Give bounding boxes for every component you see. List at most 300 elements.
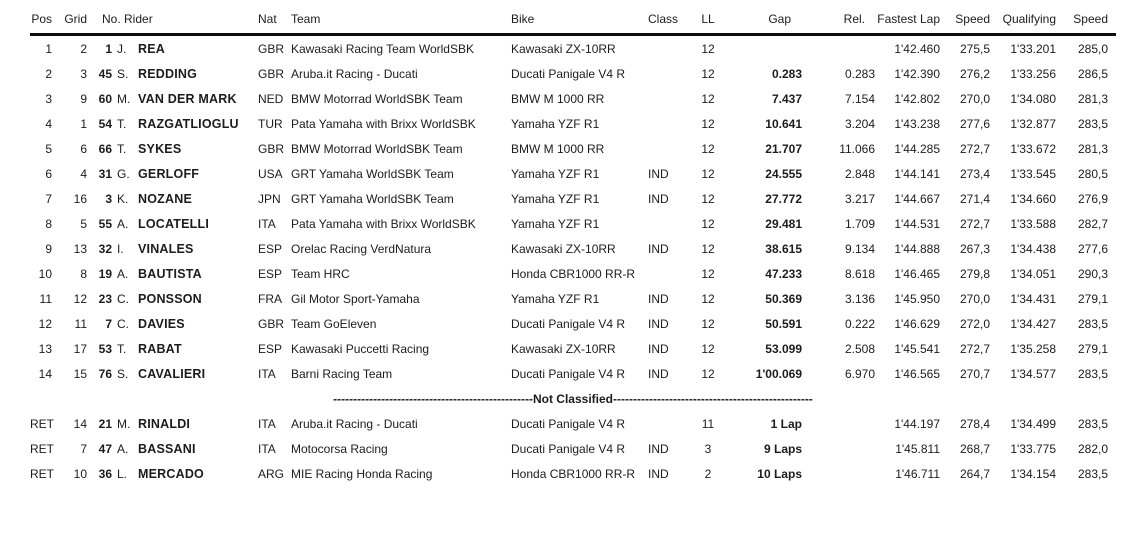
cell-rider-number: 45	[98, 66, 112, 81]
col-header-gap: Gap	[768, 12, 791, 26]
not-classified-rows	[30, 411, 1116, 486]
cell-team: MIE Racing Honda Racing	[291, 466, 433, 481]
rider-initial: L.	[117, 466, 128, 481]
cell-fastest-lap-speed: 268,7	[959, 441, 990, 456]
cell-gap: 7.437	[771, 91, 802, 106]
cell-grid: 10	[73, 466, 87, 481]
cell-relative-gap	[805, 35, 877, 62]
cell-relative-gap: 0.283	[844, 66, 875, 81]
rider-surname: NOZANE	[138, 191, 192, 206]
cell-nationality: TUR	[258, 116, 283, 131]
cell-nationality: ESP	[258, 341, 283, 356]
cell-rider-number: 23	[98, 291, 112, 306]
cell-rider-name	[117, 236, 258, 261]
cell-qualifying-speed: 283,5	[1077, 316, 1108, 331]
cell-team: Team HRC	[291, 266, 350, 281]
cell-bike: Ducati Panigale V4 R	[511, 416, 626, 431]
cell-class: IND	[648, 466, 669, 481]
cell-qualifying-time: 1'33.775	[1010, 441, 1056, 456]
cell-pos: 4	[45, 116, 52, 131]
rider-surname: GERLOFF	[138, 166, 200, 181]
table-row	[30, 361, 1116, 386]
cell-rider-name	[117, 35, 258, 62]
cell-bike: Honda CBR1000 RR-R	[511, 266, 636, 281]
cell-class: IND	[648, 316, 669, 331]
cell-qualifying-speed: 283,5	[1077, 116, 1108, 131]
cell-rider-name	[117, 361, 258, 386]
rider-surname: REDDING	[138, 66, 198, 81]
cell-gap: 29.481	[765, 216, 802, 231]
cell-rider-number: 3	[105, 191, 112, 206]
cell-pos: RET	[30, 441, 54, 456]
col-header-nat: Nat	[258, 12, 277, 26]
rider-surname: DAVIES	[138, 316, 185, 331]
cell-qualifying-time: 1'33.672	[1010, 141, 1056, 156]
col-header-no-rider: No. Rider	[102, 12, 153, 26]
rider-surname: VINALES	[138, 241, 194, 256]
cell-pos: 7	[45, 191, 52, 206]
cell-grid: 17	[73, 341, 87, 356]
cell-class	[648, 35, 697, 62]
cell-qualifying-speed: 279,1	[1077, 291, 1108, 306]
cell-nationality: ITA	[258, 416, 276, 431]
cell-gap: 1 Lap	[770, 416, 802, 431]
cell-fastest-lap-speed: 270,0	[959, 91, 990, 106]
cell-relative-gap: 3.217	[844, 191, 875, 206]
cell-nationality: ITA	[258, 441, 276, 456]
cell-fastest-lap: 1'46.629	[894, 316, 940, 331]
cell-qualifying-time: 1'33.256	[1010, 66, 1056, 81]
cell-rider-number: 19	[98, 266, 112, 281]
cell-class	[648, 136, 697, 161]
cell-gap: 21.707	[765, 141, 802, 156]
cell-bike: Yamaha YZF R1	[511, 216, 600, 231]
cell-rider-number: 53	[98, 341, 112, 356]
table-row	[30, 111, 1116, 136]
cell-rider-name	[117, 436, 258, 461]
cell-grid: 9	[80, 91, 87, 106]
results-table	[30, 8, 1116, 486]
cell-rider-number: 60	[98, 91, 112, 106]
cell-laps-led: 12	[701, 91, 715, 106]
cell-team: Aruba.it Racing - Ducati	[291, 416, 418, 431]
cell-fastest-lap: 1'44.888	[894, 241, 940, 256]
rider-initial: M.	[117, 416, 131, 431]
cell-pos: 14	[38, 366, 52, 381]
cell-nationality: GBR	[258, 316, 285, 331]
cell-class: IND	[648, 166, 669, 181]
rider-surname: RAZGATLIOGLU	[138, 116, 239, 131]
table-row	[30, 286, 1116, 311]
cell-grid: 14	[73, 416, 87, 431]
cell-laps-led: 12	[701, 116, 715, 131]
cell-qualifying-speed: 283,5	[1077, 366, 1108, 381]
cell-qualifying-speed: 276,9	[1077, 191, 1108, 206]
rider-initial: A.	[117, 441, 129, 456]
cell-team: Orelac Racing VerdNatura	[291, 241, 432, 256]
table-row	[30, 186, 1116, 211]
cell-rider-number: 1	[105, 41, 112, 56]
cell-relative-gap: 9.134	[844, 241, 875, 256]
cell-fastest-lap-speed: 272,7	[959, 341, 990, 356]
rider-surname: RABAT	[138, 341, 182, 356]
table-row	[30, 35, 1116, 62]
cell-nationality: GBR	[258, 141, 285, 156]
cell-rider-name	[117, 186, 258, 211]
cell-team: Gil Motor Sport-Yamaha	[291, 291, 420, 306]
cell-fastest-lap-speed: 276,2	[959, 66, 990, 81]
cell-fastest-lap-speed: 272,0	[959, 316, 990, 331]
cell-fastest-lap: 1'44.667	[894, 191, 940, 206]
cell-bike: Yamaha YZF R1	[511, 191, 600, 206]
cell-qualifying-speed: 282,7	[1077, 216, 1108, 231]
cell-qualifying-time: 1'35.258	[1010, 341, 1056, 356]
classified-rows	[30, 35, 1116, 387]
cell-fastest-lap: 1'45.811	[895, 441, 940, 456]
cell-rider-name	[117, 461, 258, 486]
cell-nationality: ESP	[258, 241, 283, 256]
cell-fastest-lap: 1'45.950	[894, 291, 940, 306]
cell-grid: 12	[73, 291, 87, 306]
cell-nationality: FRA	[258, 291, 282, 306]
cell-laps-led: 12	[701, 316, 715, 331]
cell-relative-gap: 2.848	[844, 166, 875, 181]
cell-grid: 11	[74, 316, 87, 331]
not-classified-divider-section	[30, 386, 1116, 411]
cell-fastest-lap: 1'42.390	[894, 66, 940, 81]
col-header-speed: Speed	[955, 12, 990, 26]
rider-surname: BASSANI	[138, 441, 196, 456]
cell-fastest-lap: 1'44.531	[894, 216, 940, 231]
cell-relative-gap: 2.508	[844, 341, 875, 356]
table-row	[30, 211, 1116, 236]
cell-qualifying-speed: 282,0	[1077, 441, 1108, 456]
cell-pos: 5	[45, 141, 52, 156]
cell-nationality: USA	[258, 166, 283, 181]
cell-gap: 0.283	[771, 66, 802, 81]
cell-fastest-lap: 1'42.802	[894, 91, 940, 106]
cell-laps-led: 12	[701, 241, 715, 256]
cell-rider-number: 21	[98, 416, 112, 431]
col-header-rel: Rel.	[843, 12, 865, 26]
cell-team: BMW Motorrad WorldSBK Team	[291, 91, 463, 106]
cell-qualifying-time: 1'34.438	[1010, 241, 1056, 256]
cell-team: Aruba.it Racing - Ducati	[291, 66, 418, 81]
cell-qualifying-speed: 285,0	[1077, 41, 1108, 56]
col-header-bike: Bike	[511, 12, 535, 26]
cell-pos: 3	[45, 91, 52, 106]
cell-team: Motocorsa Racing	[291, 441, 388, 456]
cell-fastest-lap: 1'46.565	[894, 366, 940, 381]
cell-class: IND	[648, 441, 669, 456]
rider-surname: LOCATELLI	[138, 216, 210, 231]
cell-laps-led: 3	[704, 441, 712, 456]
cell-laps-led: 12	[701, 41, 715, 56]
cell-class	[648, 111, 697, 136]
not-classified-label: Not Classified	[532, 391, 613, 406]
cell-rider-number: 47	[98, 441, 112, 456]
cell-pos: 2	[45, 66, 52, 81]
col-header-ll: LL	[701, 12, 715, 26]
cell-gap: 38.615	[765, 241, 802, 256]
cell-nationality: ITA	[258, 216, 276, 231]
rider-surname: BAUTISTA	[138, 266, 202, 281]
rider-initial: S.	[117, 66, 129, 81]
cell-pos: RET	[30, 416, 54, 431]
cell-qualifying-speed: 283,5	[1077, 466, 1108, 481]
cell-fastest-lap: 1'46.711	[895, 466, 940, 481]
cell-qualifying-time: 1'34.431	[1010, 291, 1056, 306]
cell-laps-led: 2	[704, 466, 712, 481]
cell-rider-name	[117, 86, 258, 111]
cell-team: Pata Yamaha with Brixx WorldSBK	[291, 216, 476, 231]
divider-right-dashes: --------------------------------------------------	[613, 391, 813, 406]
cell-rider-name	[117, 336, 258, 361]
cell-qualifying-time: 1'33.545	[1010, 166, 1056, 181]
cell-fastest-lap: 1'43.238	[894, 116, 940, 131]
col-header-fastest-lap: Fastest Lap	[877, 12, 940, 26]
col-header-team: Team	[291, 12, 321, 26]
cell-qualifying-time: 1'34.577	[1010, 366, 1056, 381]
cell-nationality: GBR	[258, 41, 285, 56]
rider-surname: CAVALIERI	[138, 366, 206, 381]
cell-qualifying-time: 1'32.877	[1010, 116, 1056, 131]
cell-fastest-lap: 1'44.197	[894, 416, 940, 431]
cell-bike: Ducati Panigale V4 R	[511, 66, 626, 81]
cell-class	[648, 61, 697, 86]
cell-rider-name	[117, 161, 258, 186]
cell-gap: 27.772	[765, 191, 802, 206]
cell-qualifying-speed: 280,5	[1077, 166, 1108, 181]
cell-pos: 13	[38, 341, 52, 356]
cell-bike: Yamaha YZF R1	[511, 166, 600, 181]
cell-team: BMW Motorrad WorldSBK Team	[291, 141, 463, 156]
cell-qualifying-speed: 277,6	[1077, 241, 1108, 256]
cell-laps-led: 12	[701, 141, 715, 156]
cell-class: IND	[648, 241, 669, 256]
not-classified-divider	[30, 386, 1116, 411]
cell-gap: 50.369	[765, 291, 802, 306]
cell-bike: Ducati Panigale V4 R	[511, 441, 626, 456]
cell-pos: RET	[30, 466, 54, 481]
cell-bike: Ducati Panigale V4 R	[511, 316, 626, 331]
cell-bike: Kawasaki ZX-10RR	[511, 341, 616, 356]
cell-gap: 10 Laps	[757, 466, 802, 481]
cell-rider-name	[117, 261, 258, 286]
col-header-class: Class	[648, 12, 679, 26]
cell-relative-gap: 11.066	[839, 141, 875, 156]
rider-initial: A.	[117, 266, 129, 281]
cell-rider-name	[117, 411, 258, 436]
cell-grid: 7	[80, 441, 87, 456]
table-row	[30, 311, 1116, 336]
cell-team: GRT Yamaha WorldSBK Team	[291, 191, 454, 206]
cell-team: Barni Racing Team	[291, 366, 393, 381]
col-header-grid: Grid	[64, 12, 87, 26]
cell-relative-gap: 3.136	[844, 291, 875, 306]
cell-relative-gap	[805, 411, 877, 436]
cell-rider-name	[117, 211, 258, 236]
cell-bike: BMW M 1000 RR	[511, 141, 605, 156]
cell-team: Kawasaki Puccetti Racing	[291, 341, 430, 356]
cell-relative-gap: 1.709	[844, 216, 875, 231]
cell-qualifying-speed: 281,3	[1077, 91, 1108, 106]
cell-qualifying-speed: 290,3	[1077, 266, 1108, 281]
cell-grid: 3	[80, 66, 87, 81]
cell-qualifying-speed: 283,5	[1077, 416, 1108, 431]
table-row	[30, 336, 1116, 361]
cell-gap: 1'00.069	[755, 366, 802, 381]
cell-laps-led: 12	[701, 291, 715, 306]
cell-qualifying-time: 1'33.201	[1010, 41, 1056, 56]
cell-grid: 4	[80, 166, 87, 181]
cell-laps-led: 12	[701, 366, 715, 381]
cell-grid: 6	[80, 141, 87, 156]
cell-bike: Yamaha YZF R1	[511, 291, 600, 306]
cell-rider-name	[117, 136, 258, 161]
cell-fastest-lap-speed: 278,4	[959, 416, 990, 431]
cell-fastest-lap-speed: 275,5	[959, 41, 990, 56]
rider-surname: SYKES	[138, 141, 182, 156]
rider-surname: REA	[138, 41, 165, 56]
cell-team: Kawasaki Racing Team WorldSBK	[291, 41, 474, 56]
cell-rider-number: 55	[98, 216, 112, 231]
divider-left-dashes: --------------------------------------------------	[333, 391, 533, 406]
cell-grid: 5	[80, 216, 87, 231]
rider-initial: S.	[117, 366, 129, 381]
table-row	[30, 161, 1116, 186]
cell-grid: 13	[73, 241, 87, 256]
cell-laps-led: 12	[701, 66, 715, 81]
cell-grid: 16	[73, 191, 87, 206]
cell-rider-number: 31	[98, 166, 112, 181]
cell-rider-name	[117, 311, 258, 336]
cell-class	[648, 86, 697, 111]
cell-fastest-lap-speed: 267,3	[959, 241, 990, 256]
cell-nationality: ITA	[258, 366, 276, 381]
cell-qualifying-speed: 286,5	[1077, 66, 1108, 81]
rider-surname: VAN DER MARK	[138, 91, 237, 106]
cell-laps-led: 12	[701, 266, 715, 281]
table-row	[30, 61, 1116, 86]
cell-nationality: ESP	[258, 266, 283, 281]
cell-relative-gap	[805, 436, 877, 461]
cell-fastest-lap-speed: 273,4	[959, 166, 990, 181]
cell-bike: Honda CBR1000 RR-R	[511, 466, 636, 481]
rider-initial: G.	[117, 166, 130, 181]
cell-fastest-lap-speed: 272,7	[959, 141, 990, 156]
cell-nationality: NED	[258, 91, 284, 106]
cell-fastest-lap: 1'42.460	[894, 41, 940, 56]
rider-initial: A.	[117, 216, 129, 231]
cell-pos: 8	[45, 216, 52, 231]
cell-fastest-lap: 1'45.541	[894, 341, 940, 356]
cell-laps-led: 12	[701, 191, 715, 206]
cell-class	[648, 411, 697, 436]
cell-qualifying-time: 1'34.427	[1010, 316, 1056, 331]
cell-rider-name	[117, 61, 258, 86]
cell-bike: Kawasaki ZX-10RR	[511, 241, 616, 256]
cell-rider-number: 54	[98, 116, 112, 131]
cell-bike: BMW M 1000 RR	[511, 91, 605, 106]
cell-fastest-lap-speed: 279,8	[959, 266, 990, 281]
table-row	[30, 86, 1116, 111]
cell-grid: 2	[80, 41, 87, 56]
cell-qualifying-time: 1'34.154	[1010, 466, 1056, 481]
cell-laps-led: 12	[701, 166, 715, 181]
cell-fastest-lap-speed: 270,0	[959, 291, 990, 306]
cell-gap: 10.641	[765, 116, 802, 131]
table-row	[30, 261, 1116, 286]
table-row	[30, 461, 1116, 486]
cell-rider-number: 36	[98, 466, 112, 481]
header-row	[30, 8, 1116, 35]
cell-class: IND	[648, 291, 669, 306]
cell-nationality: GBR	[258, 66, 285, 81]
cell-nationality: JPN	[258, 191, 281, 206]
not-classified-divider-cell	[30, 386, 1116, 411]
rider-initial: K.	[117, 191, 129, 206]
cell-rider-name	[117, 286, 258, 311]
cell-rider-number: 32	[98, 241, 112, 256]
cell-qualifying-time: 1'34.499	[1010, 416, 1056, 431]
cell-bike: Kawasaki ZX-10RR	[511, 41, 616, 56]
rider-initial: M.	[117, 91, 131, 106]
cell-gap: 9 Laps	[763, 441, 802, 456]
table-row	[30, 136, 1116, 161]
cell-relative-gap	[805, 461, 877, 486]
rider-initial: J.	[117, 41, 127, 56]
cell-gap: 50.591	[765, 316, 802, 331]
cell-qualifying-time: 1'34.080	[1010, 91, 1056, 106]
cell-fastest-lap-speed: 272,7	[959, 216, 990, 231]
cell-bike: Ducati Panigale V4 R	[511, 366, 626, 381]
cell-class: IND	[648, 366, 669, 381]
cell-team: GRT Yamaha WorldSBK Team	[291, 166, 454, 181]
rider-initial: T.	[117, 341, 127, 356]
cell-pos: 1	[45, 41, 52, 56]
rider-initial: C.	[117, 291, 129, 306]
col-header-pos: Pos	[31, 12, 52, 26]
cell-relative-gap: 6.970	[844, 366, 875, 381]
cell-laps-led: 11	[701, 416, 715, 431]
cell-laps-led: 12	[701, 341, 715, 356]
cell-pos: 11	[39, 291, 52, 306]
cell-relative-gap: 3.204	[844, 116, 875, 131]
cell-gap: 47.233	[765, 266, 802, 281]
cell-qualifying-time: 1'34.051	[1010, 266, 1056, 281]
cell-fastest-lap: 1'46.465	[894, 266, 940, 281]
rider-initial: C.	[117, 316, 129, 331]
cell-laps-led: 12	[701, 216, 715, 231]
cell-qualifying-speed: 279,1	[1077, 341, 1108, 356]
rider-surname: RINALDI	[138, 416, 191, 431]
rider-surname: MERCADO	[138, 466, 204, 481]
cell-grid: 1	[80, 116, 87, 131]
table-row	[30, 411, 1116, 436]
cell-bike: Yamaha YZF R1	[511, 116, 600, 131]
cell-fastest-lap-speed: 271,4	[959, 191, 990, 206]
cell-fastest-lap-speed: 277,6	[959, 116, 990, 131]
rider-initial: T.	[117, 116, 127, 131]
cell-rider-number: 66	[98, 141, 112, 156]
cell-gap: 53.099	[765, 341, 802, 356]
col-header-qualifying: Qualifying	[1002, 12, 1056, 26]
cell-relative-gap: 0.222	[844, 316, 875, 331]
cell-class: IND	[648, 341, 669, 356]
cell-pos: 12	[38, 316, 52, 331]
cell-rider-number: 7	[105, 316, 112, 331]
